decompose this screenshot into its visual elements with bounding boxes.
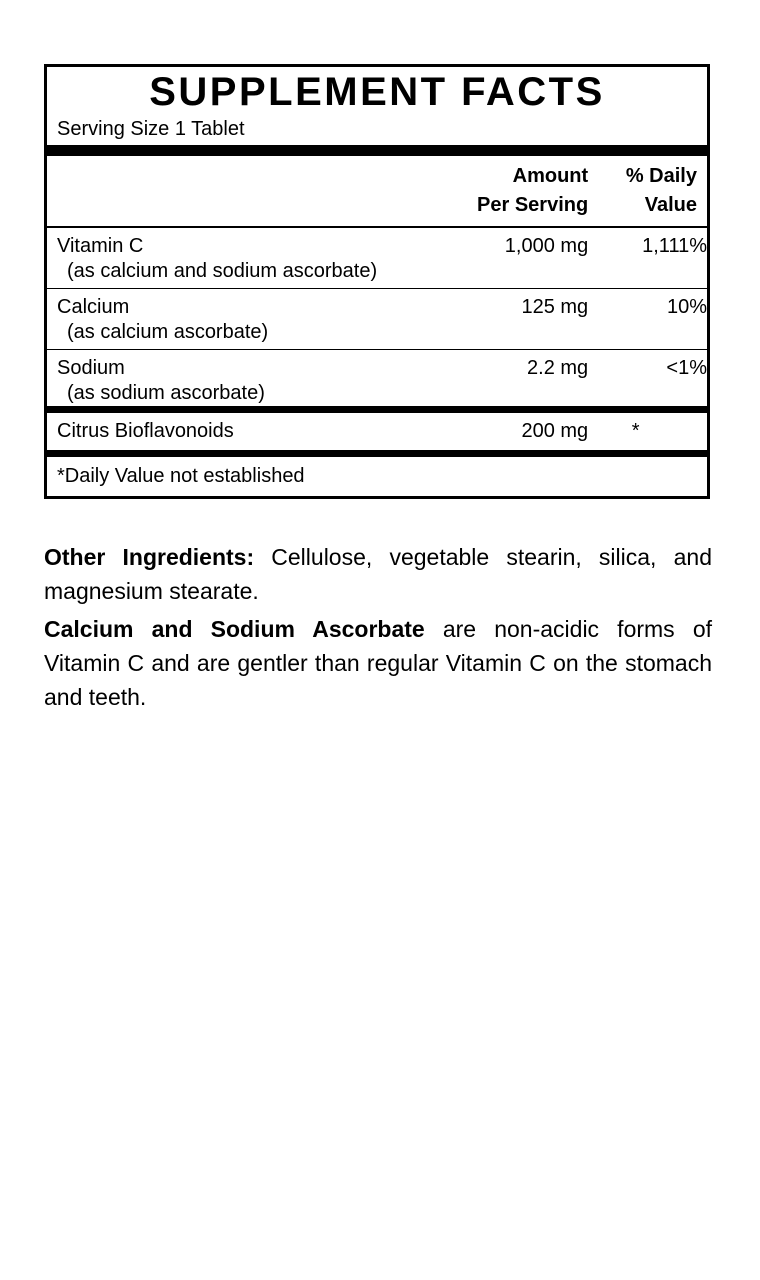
divider-thick-top [47, 145, 707, 156]
nutrients-table [47, 228, 707, 406]
ascorbate-paragraph [44, 612, 712, 714]
header-amount-line1: Amount [512, 165, 589, 187]
divider-after-bioflavonoids [47, 450, 707, 457]
other-ingredients-text: Cellulose, vegetable stearin, silica, and magnesium stearate. [44, 544, 712, 605]
table-header-row [47, 156, 707, 226]
nutrient-daily-value: * [631, 420, 640, 442]
nutrient-amount: 2.2 mg [527, 357, 589, 379]
nutrient-name: Vitamin C [57, 235, 144, 257]
table-row [47, 413, 707, 450]
header-blank [47, 156, 430, 226]
nutrient-amount: 125 mg [521, 296, 589, 318]
nutrient-source: (as calcium ascorbate) [67, 321, 269, 343]
facts-table [47, 156, 707, 226]
other-ingredients-heading: Other Ingredients: [44, 544, 255, 570]
nutrient-name: Citrus Bioflavonoids [57, 420, 234, 442]
table-row [47, 350, 707, 406]
page-title: SUPPLEMENT FACTS [149, 70, 605, 114]
daily-value-footnote: *Daily Value not established [57, 465, 305, 487]
ascorbate-heading: Calcium and Sodium Ascorbate [44, 616, 425, 643]
header-amount [430, 156, 588, 226]
serving-size: Serving Size 1 Tablet [57, 118, 245, 140]
header-daily-value [588, 156, 707, 226]
nutrient-source: (as calcium and sodium ascorbate) [67, 260, 378, 282]
header-dv-line1: % Daily [625, 165, 697, 187]
header-amount-line2: Per Serving [477, 194, 589, 216]
nutrient-daily-value: <1% [666, 357, 707, 379]
label-body-text [44, 540, 712, 718]
divider-before-bioflavonoids [47, 406, 707, 413]
nutrient-amount: 1,000 mg [504, 235, 589, 257]
other-nutrients-table [47, 413, 707, 450]
nutrient-amount: 200 mg [521, 420, 589, 442]
nutrient-source: (as sodium ascorbate) [67, 382, 265, 404]
table-row [47, 228, 707, 284]
nutrient-name: Sodium [57, 357, 125, 379]
nutrient-name: Calcium [57, 296, 130, 318]
nutrient-daily-value: 1,111% [642, 235, 707, 257]
supplement-facts-panel [44, 64, 710, 499]
nutrient-daily-value: 10% [666, 296, 707, 318]
other-ingredients-paragraph [44, 540, 712, 608]
ascorbate-text: are non-acidic forms of Vitamin C and are gentler than regular Vitamin C on the stomach and teeth. [44, 616, 712, 711]
header-dv-line2: Value [644, 194, 697, 216]
table-row [47, 289, 707, 345]
